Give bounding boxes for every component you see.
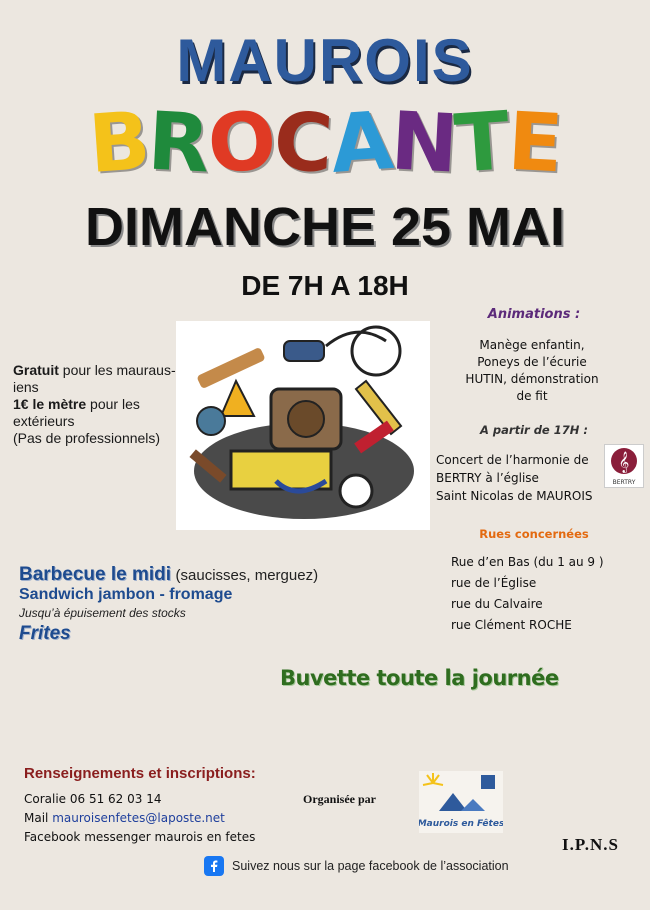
contact-messenger: Facebook messenger maurois en fetes	[24, 830, 256, 844]
contact-block	[24, 790, 255, 847]
sandwich-line: Sandwich jambon - fromage	[19, 586, 233, 603]
brocante-letter: B	[86, 94, 152, 191]
animations-list	[442, 337, 622, 405]
mail-link[interactable]: mauroisenfetes@laposte.net	[52, 811, 225, 825]
price-meter-text: pour les extérieurs	[13, 396, 140, 429]
buvette-line: Buvette toute la journée	[280, 666, 559, 690]
price-meter-label: 1€ le mètre	[13, 396, 87, 412]
event-date: DIMANCHE 25 MAI	[84, 197, 566, 257]
title-maurois: MAUROIS	[176, 27, 474, 94]
concert-line: BERTRY à l’église	[436, 471, 539, 485]
title-brocante	[0, 93, 650, 192]
street-item: rue de l’Église	[451, 576, 537, 590]
prices-block	[13, 362, 183, 447]
assoc-logo-text: Maurois en Fêtes	[419, 819, 503, 829]
concert-line: Saint Nicolas de MAUROIS	[436, 489, 593, 503]
event-hours: DE 7H A 18H	[241, 270, 409, 301]
animations-title: Animations :	[487, 307, 581, 322]
facebook-line[interactable]	[204, 856, 509, 876]
brocante-letter: C	[271, 94, 334, 191]
streets-list	[451, 552, 641, 636]
brocante-junk-pile-illustration-icon	[176, 321, 430, 530]
animation-line: Poneys de l’écurie	[477, 355, 587, 369]
facebook-text: Suivez nous sur la page facebook de l’association	[232, 859, 509, 873]
street-item: Rue d’en Bas (du 1 au 9 )	[451, 555, 604, 569]
brocante-letter: O	[204, 93, 278, 192]
concert-line: Concert de l’harmonie de	[436, 453, 589, 467]
animation-line: HUTIN, démonstration	[465, 372, 599, 386]
contact-mail	[24, 809, 255, 828]
brocante-letter: T	[452, 94, 512, 191]
treble-clef-logo-icon	[604, 444, 644, 488]
ipns-mark: I.P.N.S	[562, 835, 619, 854]
street-item: rue Clément ROCHE	[451, 618, 572, 632]
price-free-label: Gratuit	[13, 362, 59, 378]
streets-title: Rues concernées	[479, 527, 589, 541]
brocante-letter: E	[505, 94, 564, 191]
bertry-logo-text: BERTRY	[612, 479, 636, 486]
info-title: Renseignements et inscriptions:	[24, 765, 256, 782]
price-note: (Pas de professionnels)	[13, 430, 161, 446]
brocante-letter: R	[145, 94, 211, 191]
concert-text	[436, 451, 606, 505]
barbecue-detail: (saucisses, merguez)	[175, 567, 319, 584]
brocante-letter: N	[388, 94, 458, 191]
stock-note: Jusqu’à épuisement des stocks	[19, 606, 186, 620]
fries-line: Frites	[19, 623, 71, 644]
organised-by: Organisée par	[303, 792, 376, 806]
animation-line: de fit	[516, 389, 548, 403]
barbecue-title: Barbecue le midi	[19, 564, 172, 585]
svg-text:𝄞: 𝄞	[618, 452, 630, 473]
facebook-icon[interactable]	[204, 856, 224, 876]
brocante-letter: A	[327, 94, 394, 191]
barbecue-line	[19, 564, 318, 586]
maurois-en-fetes-logo-icon	[419, 771, 503, 833]
contact-phone: Coralie 06 51 62 03 14	[24, 792, 162, 806]
after-17h-title: A partir de 17H :	[480, 423, 588, 437]
mail-prefix: Mail	[24, 811, 53, 825]
price-free-text: pour les maurausiens	[13, 362, 176, 395]
street-item: rue du Calvaire	[451, 597, 543, 611]
animation-line: Manège enfantin,	[479, 338, 585, 352]
